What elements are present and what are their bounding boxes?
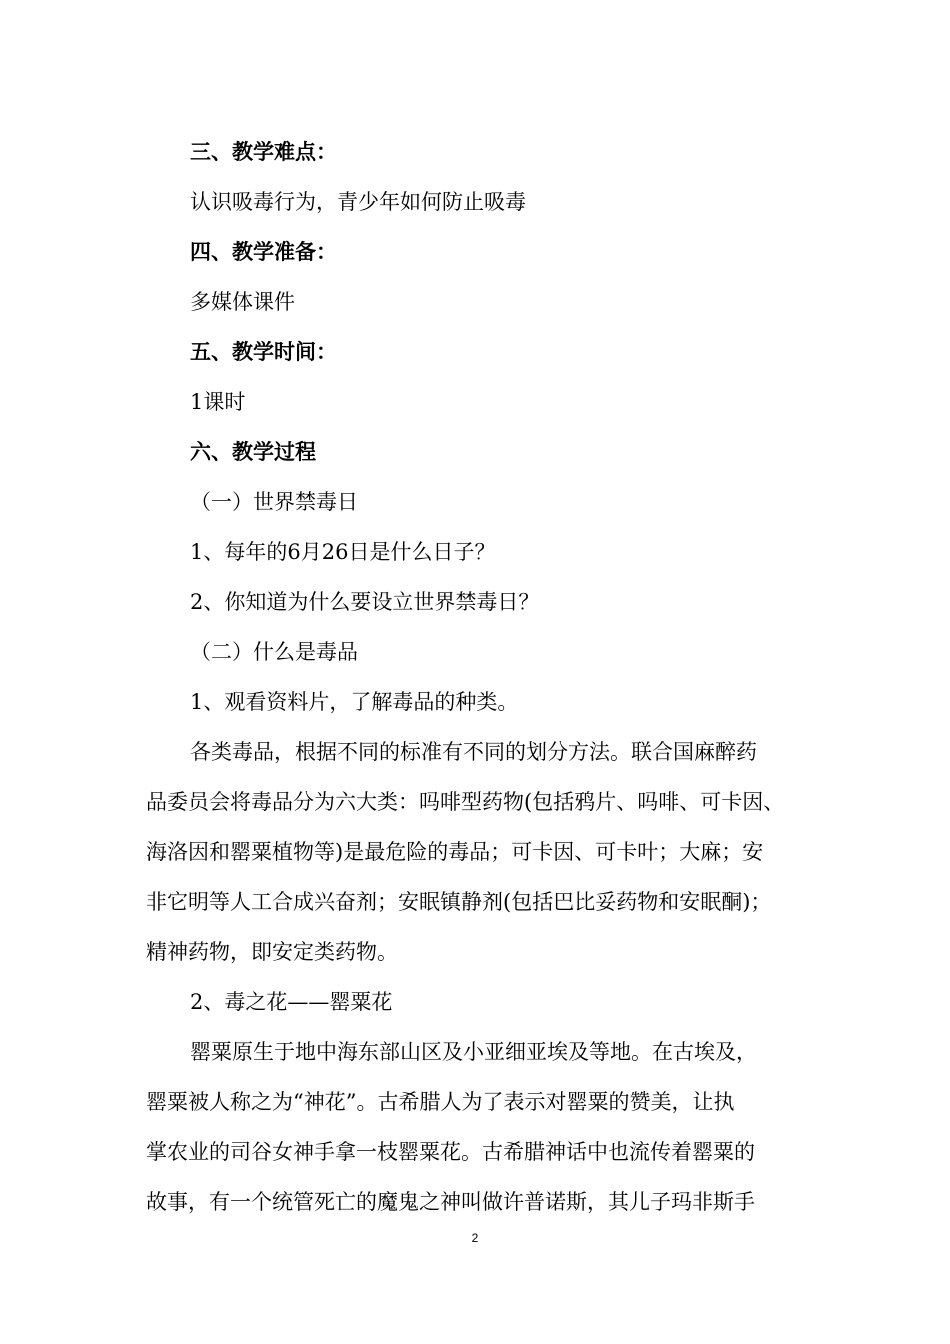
question-1: 1、每年的6月26日是什么日子？ xyxy=(190,540,496,564)
paragraph-drug-types-line: 品委员会将毒品分为六大类：吗啡型药物(包括鸦片、吗啡、可卡因、 xyxy=(146,790,785,814)
paragraph-poppy-line: 罂粟原生于地中海东部山区及小亚细亚埃及等地。在古埃及， xyxy=(190,1040,757,1064)
subheading-poppy-flower: 2、毒之花——罂粟花 xyxy=(190,990,393,1014)
question-2: 2、你知道为什么要设立世界禁毒日？ xyxy=(190,590,540,614)
heading-teaching-time: 五、教学时间： xyxy=(190,339,337,364)
subheading-what-are-drugs: （二）什么是毒品 xyxy=(190,640,358,664)
paragraph-drug-types-line: 海洛因和罂粟植物等)是最危险的毒品；可卡因、可卡叶；大麻；安 xyxy=(146,840,764,864)
paragraph-drug-types-line: 非它明等人工合成兴奋剂；安眠镇静剂(包括巴比妥药物和安眠酮)； xyxy=(146,890,772,914)
paragraph-drug-types-line: 各类毒品，根据不同的标准有不同的划分方法。联合国麻醉药 xyxy=(190,740,757,764)
text-teaching-preparation: 多媒体课件 xyxy=(190,290,295,314)
heading-teaching-process: 六、教学过程 xyxy=(190,439,316,464)
item-watch-documentary: 1、观看资料片，了解毒品的种类。 xyxy=(190,690,519,714)
paragraph-poppy-line: 罂粟被人称之为“神花”。古希腊人为了表示对罂粟的赞美，让执 xyxy=(146,1090,735,1114)
text-teaching-time: 1课时 xyxy=(190,390,246,414)
text-teaching-difficulty: 认识吸毒行为，青少年如何防止吸毒 xyxy=(190,190,526,214)
paragraph-poppy-line: 故事，有一个统管死亡的魔鬼之神叫做许普诺斯，其儿子玛非斯手 xyxy=(146,1190,755,1214)
heading-teaching-preparation: 四、教学准备： xyxy=(190,239,337,264)
subheading-world-anti-drug-day: （一）世界禁毒日 xyxy=(190,490,358,514)
paragraph-poppy-line: 掌农业的司谷女神手拿一枝罂粟花。古希腊神话中也流传着罂粟的 xyxy=(146,1140,755,1164)
paragraph-drug-types-line: 精神药物，即安定类药物。 xyxy=(146,940,398,964)
page-number: 2 xyxy=(471,1231,479,1245)
heading-teaching-difficulty: 三、教学难点： xyxy=(190,139,337,164)
